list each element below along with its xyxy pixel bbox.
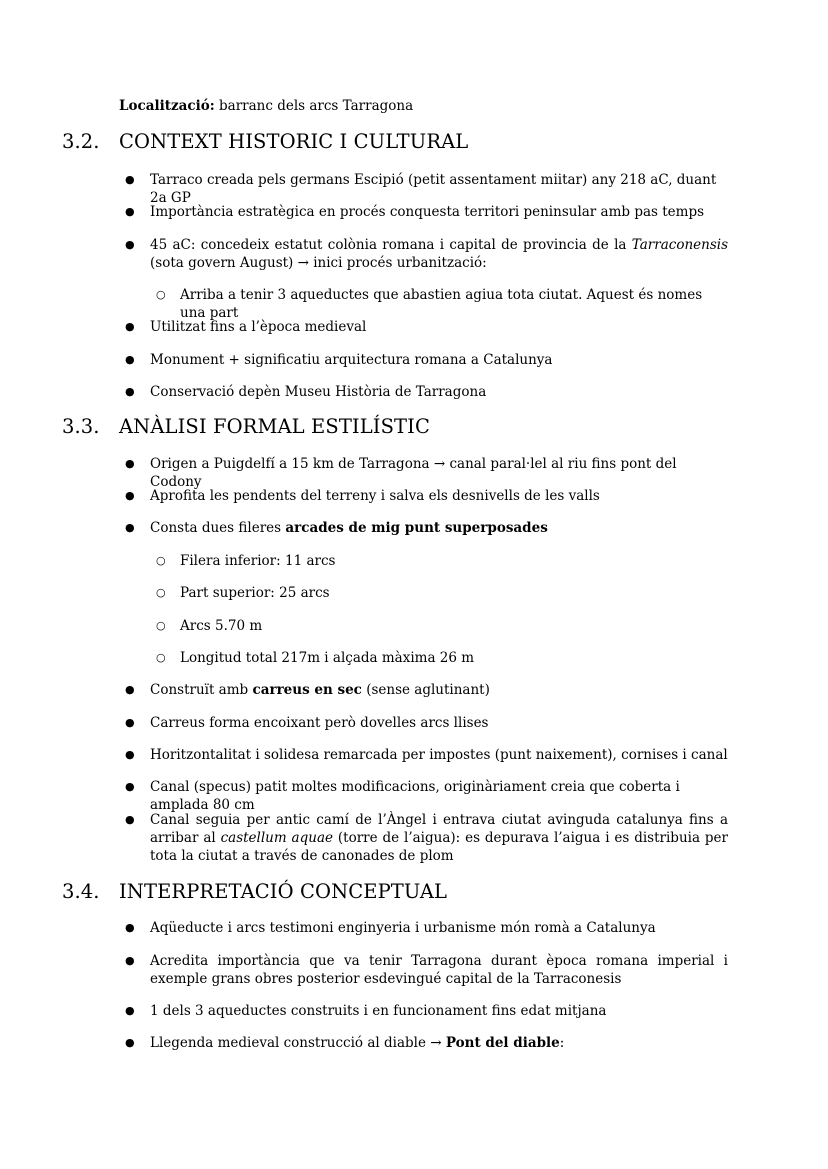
list-item — [125, 681, 728, 699]
bullet-icon: ● — [125, 921, 135, 934]
section-number: 3.3. — [62, 415, 100, 438]
localitzacio-label: Localització: — [119, 98, 215, 114]
item-text: Utilitzat fins a l’època medieval — [150, 319, 367, 335]
bullet-icon: ● — [125, 716, 135, 729]
circle-bullet-icon: ○ — [156, 651, 166, 664]
item-text: Origen a Puigdelfí a 15 km de Tarragona → canal paral·lel al riu fins pont del Codony — [150, 456, 677, 490]
sub-list-item — [156, 584, 728, 602]
list-item — [125, 203, 728, 221]
section-title: CONTEXT HISTORIC I CULTURAL — [119, 130, 469, 153]
sub-list-item — [156, 617, 728, 635]
list-item — [125, 952, 728, 988]
list-item — [125, 746, 728, 764]
circle-bullet-icon: ○ — [156, 554, 166, 567]
item-text: Acredita importància que va tenir Tarragona durant època romana imperial i exemple grans obres posterior esdevingué capital de la Tarraconesis — [150, 953, 728, 987]
bullet-icon: ● — [125, 205, 135, 218]
bullet-icon: ● — [125, 489, 135, 502]
list-item — [125, 811, 728, 865]
item-text: Monument + significatiu arquitectura romana a Catalunya — [150, 352, 553, 368]
list-item — [125, 714, 728, 732]
item-text: Filera inferior: 11 arcs — [180, 553, 336, 569]
circle-bullet-icon: ○ — [156, 619, 166, 632]
list-item — [125, 519, 728, 537]
section-number: 3.4. — [62, 880, 100, 903]
item-text: Tarraco creada pels germans Escipió (petit assentament miitar) any 218 aC, duant 2a GP — [150, 172, 717, 206]
bullet-icon: ● — [125, 813, 135, 826]
item-text-bold: Pont del diable — [445, 1035, 560, 1051]
bullet-icon: ● — [125, 780, 135, 793]
item-text: Aprofita les pendents del terreny i salva els desnivells de les valls — [150, 488, 600, 504]
localitzacio-line — [119, 98, 413, 114]
list-item — [125, 383, 728, 401]
item-text-italic: castellum aquae — [220, 830, 333, 846]
bullet-icon: ● — [125, 353, 135, 366]
list-item — [125, 236, 728, 272]
item-text: Canal seguia per antic camí de l’Àngel i entrava ciutat avinguda catalunya fins a arribar al — [150, 812, 728, 846]
item-text: Importància estratègica en procés conquesta territori peninsular amb pas temps — [150, 204, 705, 220]
item-text: Arcs 5.70 m — [180, 618, 263, 634]
list-item — [125, 171, 728, 207]
list-item — [125, 778, 728, 814]
list-item — [125, 455, 728, 491]
sub-list-item — [156, 286, 728, 322]
item-text: (sense aglutinant) — [361, 682, 490, 698]
sub-list-item — [156, 649, 728, 667]
item-text: Canal (specus) patit moltes modificacions, originàriament creia que coberta i amplada 80 cm — [150, 779, 680, 813]
item-text: Arriba a tenir 3 aqueductes que abastien agiua tota ciutat. Aquest és nomes una part — [180, 287, 703, 321]
list-item — [125, 318, 728, 336]
section-heading-3-2 — [62, 130, 468, 153]
section-title: INTERPRETACIÓ CONCEPTUAL — [119, 880, 448, 903]
item-text: Carreus forma encoixant però dovelles arcs llises — [150, 715, 489, 731]
item-text: Llegenda medieval construcció al diable → — [150, 1035, 446, 1051]
item-text: Consta dues fileres — [150, 520, 286, 536]
sub-list-item — [156, 552, 728, 570]
item-text: 1 dels 3 aqueductes construits i en funcionament fins edat mitjana — [150, 1003, 607, 1019]
list-item — [125, 1002, 728, 1020]
bullet-icon: ● — [125, 385, 135, 398]
item-text-bold: arcades de mig punt superposades — [285, 520, 548, 536]
section-title: ANÀLISI FORMAL ESTILÍSTIC — [119, 415, 430, 438]
bullet-icon: ● — [125, 320, 135, 333]
item-text-italic: Tarraconensis — [631, 237, 728, 253]
bullet-icon: ● — [125, 954, 135, 967]
circle-bullet-icon: ○ — [156, 586, 166, 599]
item-text: (torre de l’aigua): es depurava l’aigua i es distribuia per tota la ciutat a través de canonades de plom — [150, 830, 728, 864]
list-item — [125, 1034, 728, 1052]
bullet-icon: ● — [125, 173, 135, 186]
list-item — [125, 351, 728, 369]
item-text: (sota govern August) → inici procés urbanització: — [150, 255, 487, 271]
list-item — [125, 487, 728, 505]
bullet-icon: ● — [125, 457, 135, 470]
item-text: Longitud total 217m i alçada màxima 26 m — [180, 650, 475, 666]
bullet-icon: ● — [125, 521, 135, 534]
circle-bullet-icon: ○ — [156, 288, 166, 301]
bullet-icon: ● — [125, 748, 135, 761]
bullet-icon: ● — [125, 238, 135, 251]
item-text: Part superior: 25 arcs — [180, 585, 330, 601]
item-text: Conservació depèn Museu Història de Tarragona — [150, 384, 487, 400]
localitzacio-value: barranc dels arcs Tarragona — [214, 98, 414, 114]
item-text: Construït amb — [150, 682, 253, 698]
section-heading-3-4 — [62, 880, 447, 903]
bullet-icon: ● — [125, 683, 135, 696]
section-heading-3-3 — [62, 415, 430, 438]
list-item — [125, 919, 728, 937]
item-text: Horitzontalitat i solidesa remarcada per impostes (punt naixement), cornises i canal — [150, 747, 728, 763]
bullet-icon: ● — [125, 1004, 135, 1017]
bullet-icon: ● — [125, 1036, 135, 1049]
item-text: Aqüeducte i arcs testimoni enginyeria i urbanisme món romà a Catalunya — [150, 920, 656, 936]
item-text: : — [559, 1035, 565, 1051]
section-number: 3.2. — [62, 130, 100, 153]
item-text: 45 aC: concedeix estatut colònia romana i capital de provincia de la — [150, 237, 632, 253]
item-text-bold: carreus en sec — [252, 682, 362, 698]
